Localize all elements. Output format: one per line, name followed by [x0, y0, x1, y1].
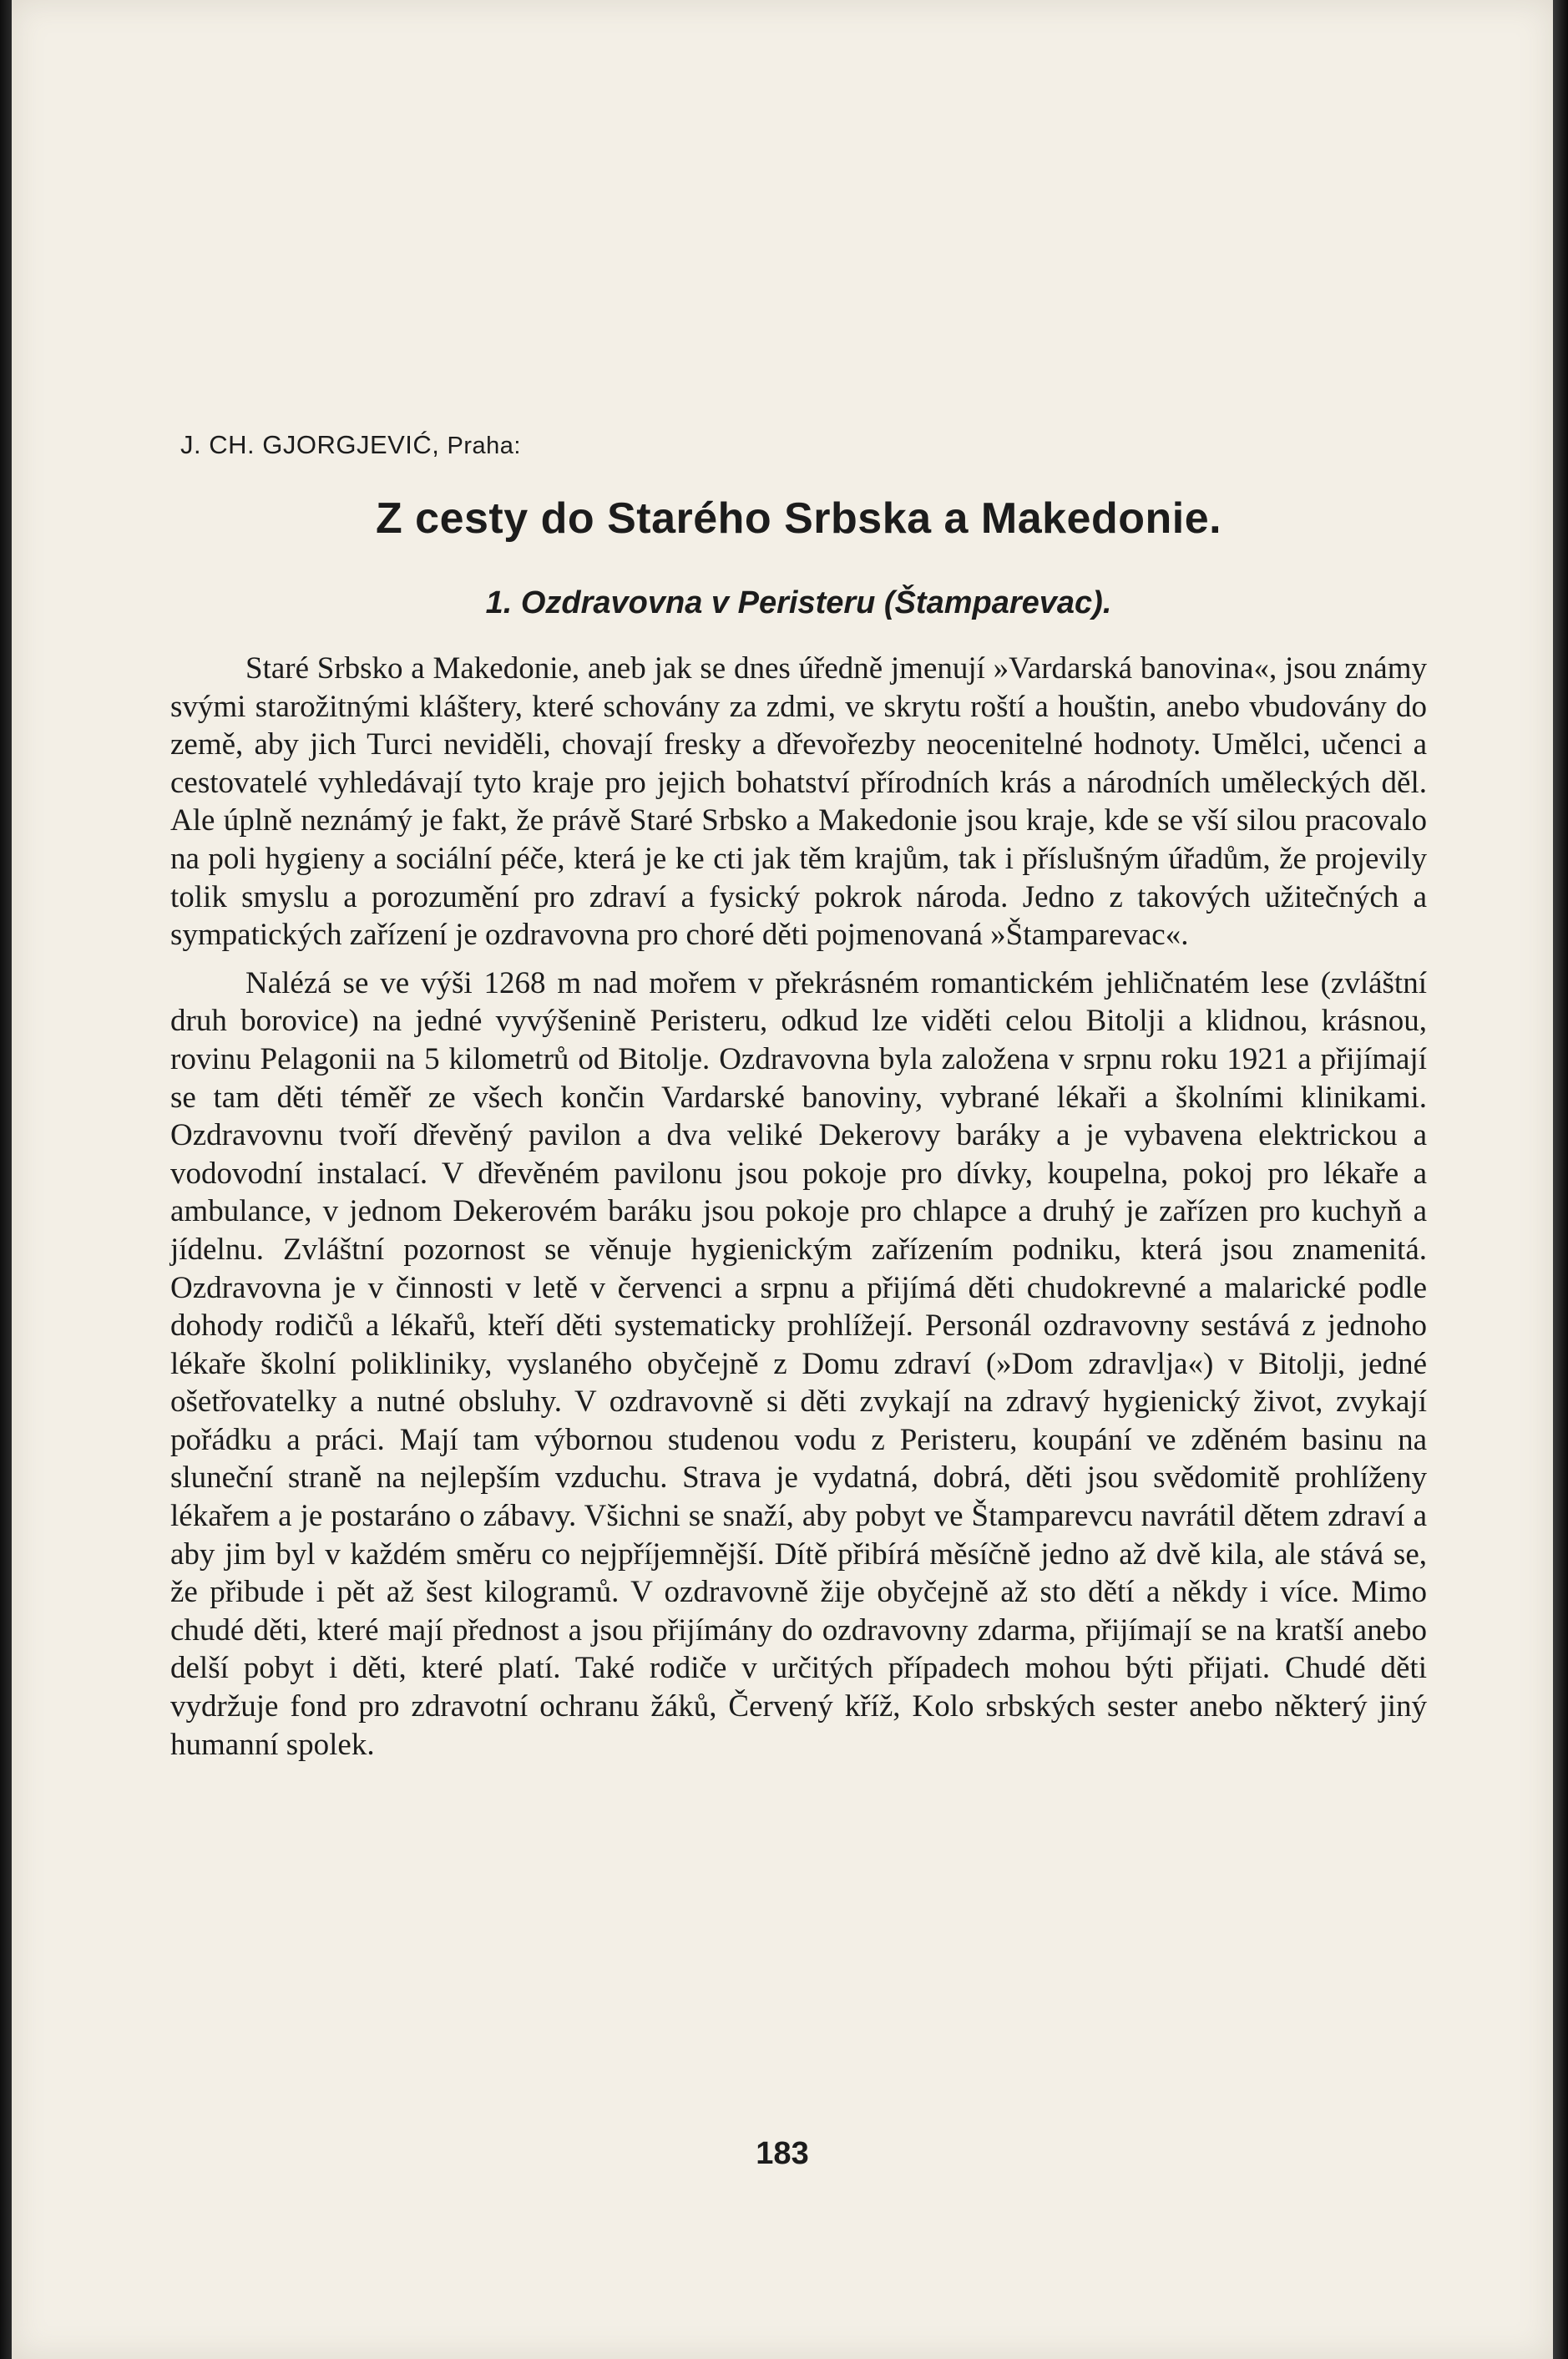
page-content	[170, 430, 1427, 1774]
author-name: J. CH. GJORGJEVIĆ,	[180, 430, 440, 459]
page-number: 183	[756, 2136, 809, 2171]
paragraph-2: Nalézá se ve výši 1268 m nad mořem v překrásném romantickém jehličnatém lese (zvláštní druh borovice) na jedné vyvýšenině Peristeru, odkud lze viděti celou Bitolji a klidnou, krásnou, rovinu Pelagonii na 5 kilometrů od Bitolje. Ozdravovna byla založena v srpnu roku 1921 a přijímají se tam děti téměř ze všech končin Vardarské banoviny, vybrané lékaři a školními klinikami. Ozdravovnu tvoří dřevěný pavilon a dva veliké Dekerovy baráky a je vybavena elektrickou a vodovodní instalací. V dřevěném pavilonu jsou pokoje pro dívky, koupelna, pokoj pro lékaře a ambulance, v jednom Dekerovém baráku jsou pokoje pro chlapce a druhý je zařízen pro kuchyň a jídelnu. Zvláštní pozornost se věnuje hygienickým zařízením podniku, která jsou znamenitá. Ozdravovna je v činnosti v letě v červenci a srpnu a přijímá děti chudokrevné a malarické podle dohody rodičů a lékařů, kteří děti systematicky prohlížejí. Personál ozdravovny sestává z jednoho lékaře školní polikliniky, vyslaného obyčejně z Domu zdraví (»Dom zdravlja«) v Bitolji, jedné ošetřovatelky a nutné obsluhy. V ozdravovně si děti zvykají na zdravý hygienický život, zvykají pořádku a práci. Mají tam výbornou studenou vodu z Peristeru, koupání ve zděném basinu na sluneční straně na nejlepším vzduchu. Strava je vydatná, dobrá, děti jsou svědomitě prohlíženy lékařem a je postaráno o zábavy. Všichni se snaží, aby pobyt ve Štamparevcu navrátil dětem zdraví a aby jim byl v každém směru co nejpříjemnější. Dítě přibírá měsíčně jedno až dvě kila, ale stává se, že přibude i pět až šest kilogramů. V ozdravovně žije obyčejně až sto dětí a někdy i více. Mimo chudé děti, které mají přednost a jsou přijímány do ozdravovny zdarma, přijímají se na kratší anebo delší pobyt i děti, které platí. Také rodiče v určitých případech mohou býti přijati. Chudé děti vydržuje fond pro zdravotní ochranu žáků, Červený kříž, Kolo srbských sester anebo některý jiný humanní spolek.	[170, 965, 1427, 1762]
author-place: Praha:	[447, 433, 521, 459]
page-left-edge	[0, 0, 12, 2359]
article-title: Z cesty do Starého Srbska a Makedonie.	[375, 494, 1222, 543]
section-subtitle: 1. Ozdravovna v Peristeru (Štamparevac).	[485, 585, 1112, 620]
author-line	[180, 430, 1427, 460]
document-page	[12, 0, 1553, 2359]
paragraph-1: Staré Srbsko a Makedonie, aneb jak se dnes úředně jmenují »Vardarská banovina«, jsou známy svými starožitnými kláštery, které schovány za zdmi, ve skrytu roští a houštin, anebo vbudovány do země, aby jich Turci neviděli, chovají fresky a dřevořezby neocenitelné hodnoty. Umělci, učenci a cestovatelé vyhledávají tyto kraje pro jejich bohatství přírodních krás a národních uměleckých děl. Ale úplně neznámý je fakt, že právě Staré Srbsko a Makedonie jsou kraje, kde se vší silou pracovalo na poli hygieny a sociální péče, která je ke cti jak těm krajům, tak i příslušným úřadům, že projevily tolik smyslu a porozumění pro zdraví a fysický pokrok národa. Jedno z takových užitečných a sympatických zařízení je ozdravovna pro choré děti pojmenovaná »Štamparevac«.	[170, 651, 1427, 953]
page-right-edge	[1553, 0, 1568, 2359]
